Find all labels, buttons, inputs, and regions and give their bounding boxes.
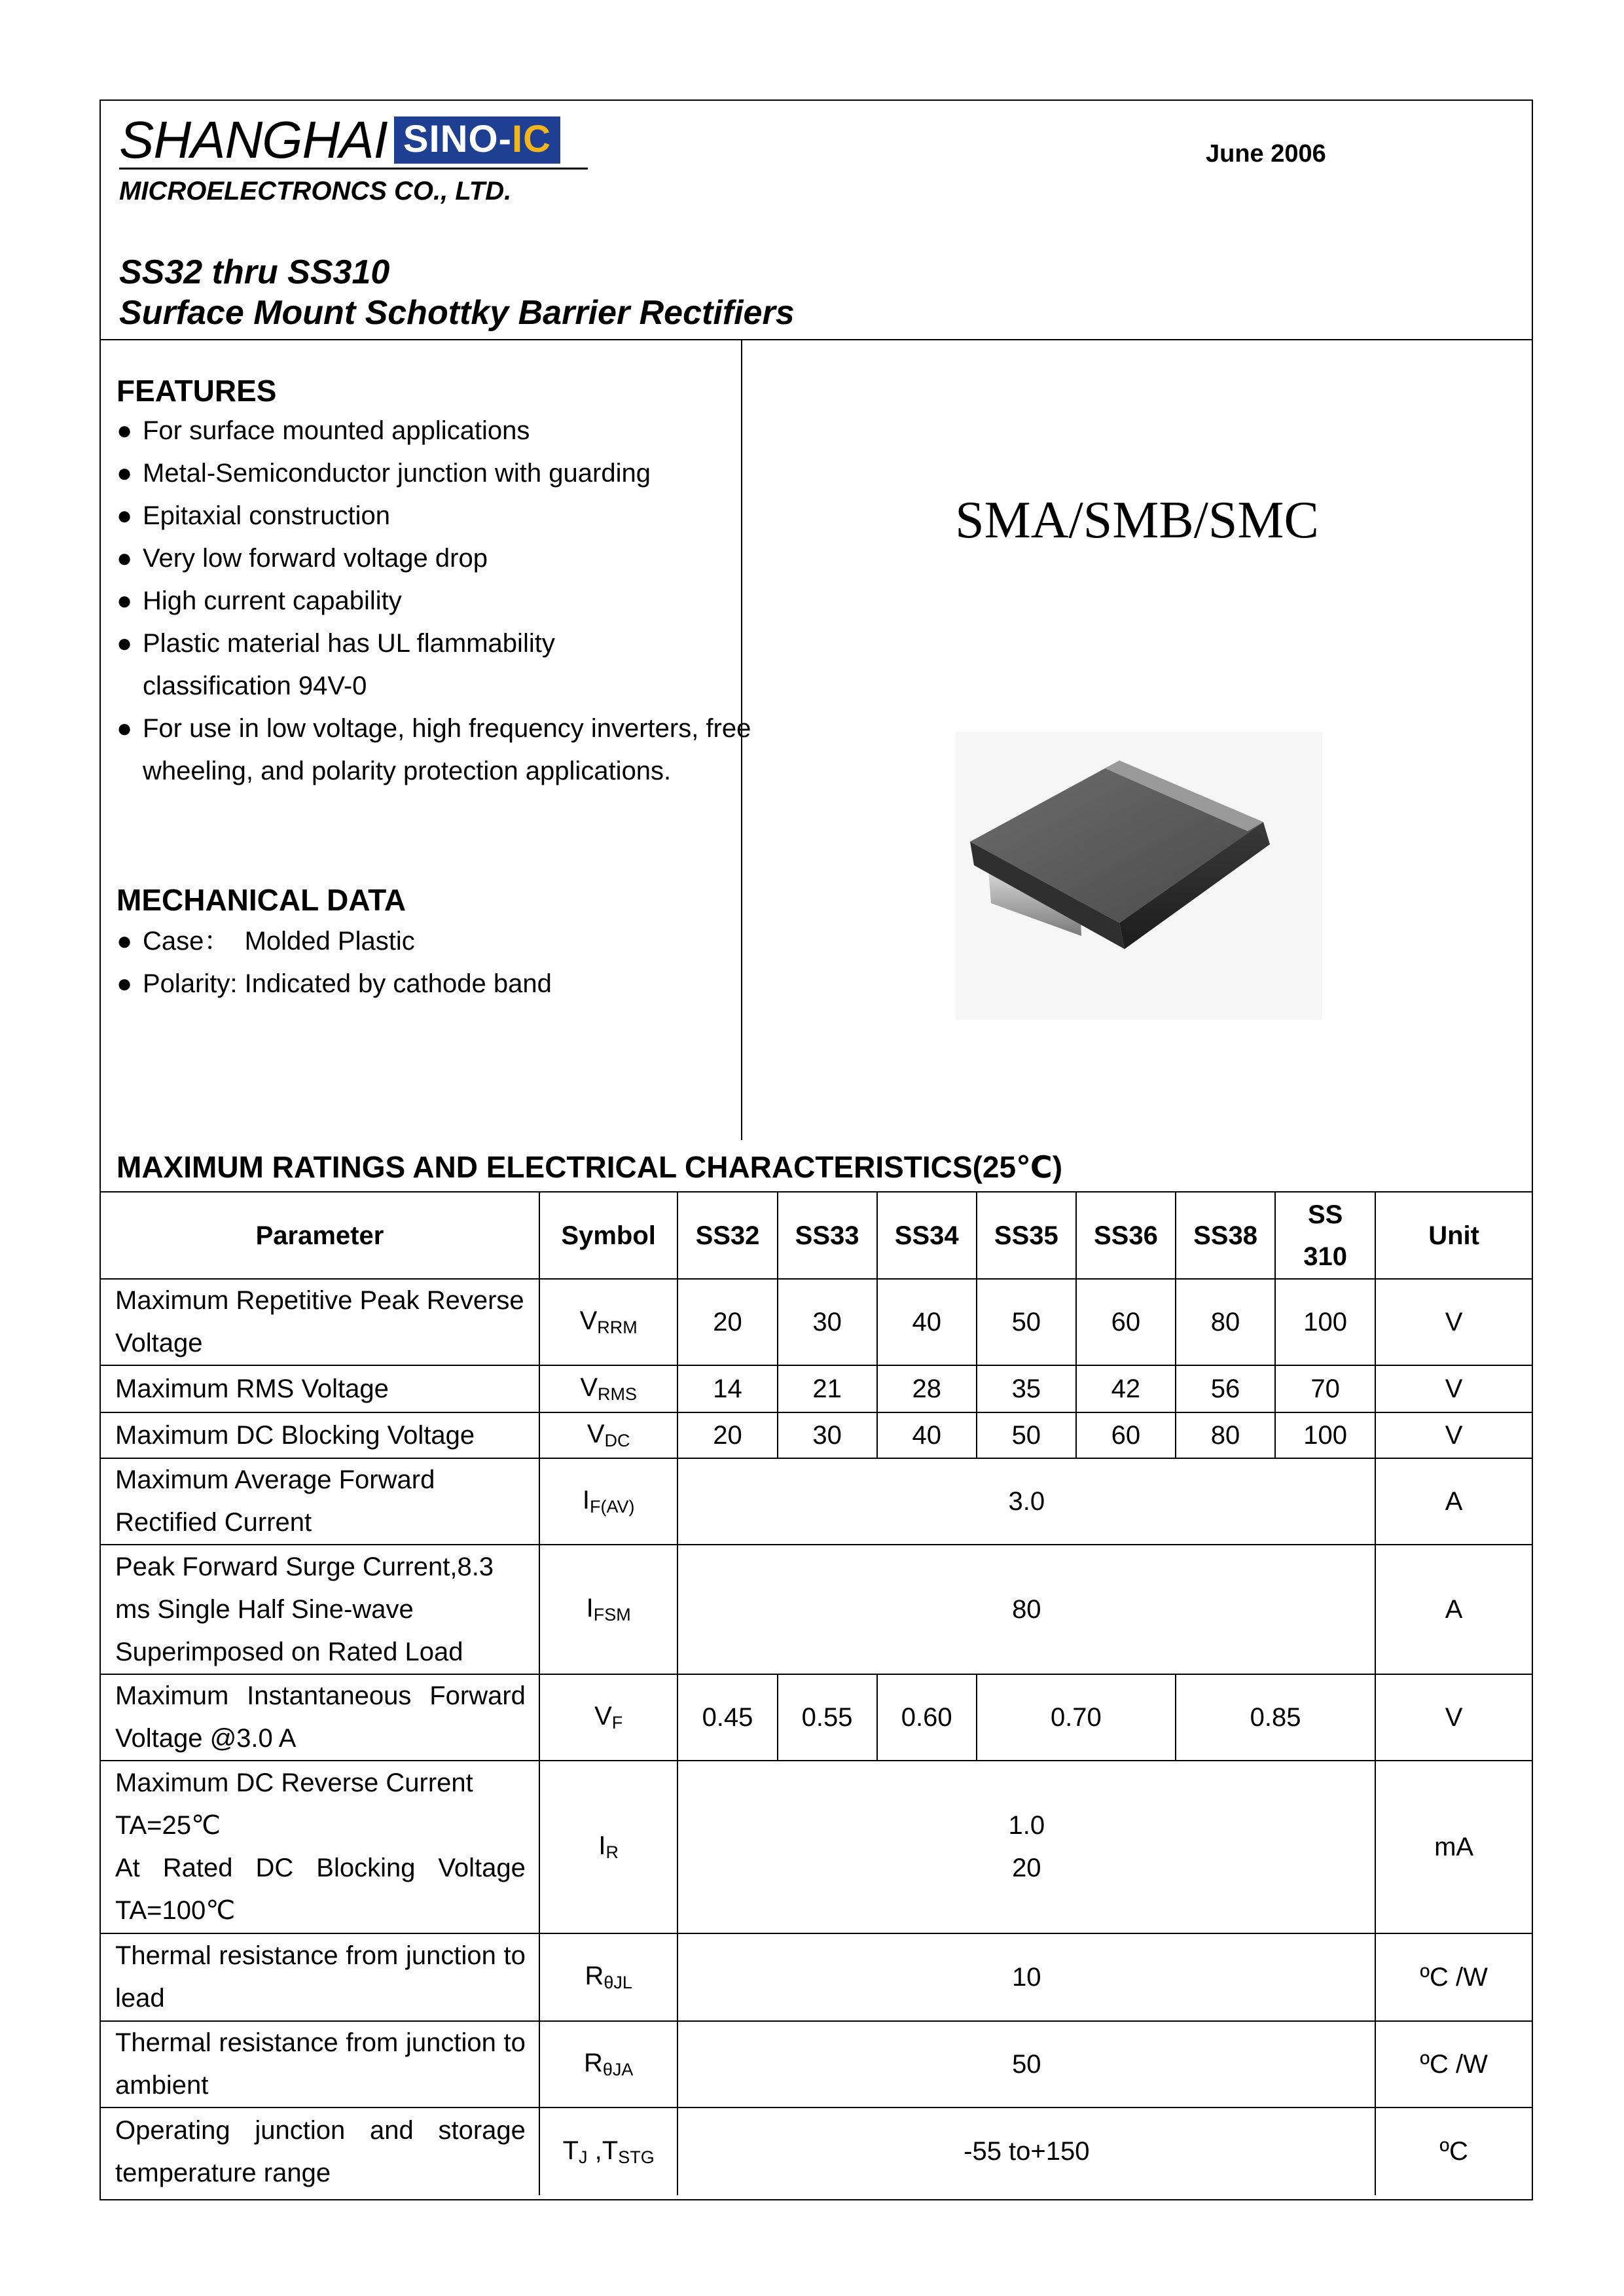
table-row: [101, 1545, 1532, 1674]
value-cell: 70: [1275, 1365, 1375, 1412]
value-cell: 28: [877, 1365, 977, 1412]
param-vdc: Maximum DC Blocking Voltage: [101, 1412, 539, 1458]
value-cell: 0.55: [778, 1674, 877, 1761]
product-title: Surface Mount Schottky Barrier Rectifiers: [119, 294, 795, 332]
symbol-vf: $V_F$: [539, 1674, 678, 1761]
unit-cell: mA: [1375, 1761, 1532, 1933]
features-list: [117, 410, 784, 793]
part-range-title: SS32 thru SS310: [119, 253, 390, 291]
ratings-section: [101, 1141, 1532, 2195]
value-cell: 30: [778, 1412, 877, 1458]
feature-item: ● Plastic material has UL flammability classification 94V-0: [117, 622, 614, 708]
value-cell: 3.0: [677, 1458, 1375, 1545]
value-cell: 42: [1076, 1365, 1176, 1412]
feature-item: ● For use in low voltage, high frequency inverters, free wheeling, and polarity protection applications.: [117, 708, 751, 793]
mechanical-item: ● Case： Molded Plastic: [117, 920, 732, 963]
value-cell: 30: [778, 1279, 877, 1365]
feature-item: ● Metal-Semiconductor junction with guarding: [117, 452, 784, 495]
param-ifsm: Peak Forward Surge Current,8.3 ms Single Half Sine-wave Superimposed on Rated Load: [101, 1545, 539, 1674]
col-ss35: SS35: [977, 1193, 1076, 1279]
symbol-rja: $R_{\theta JA}$: [539, 2021, 678, 2108]
table-row: [101, 2021, 1532, 2108]
smd-package-image: [956, 732, 1322, 1020]
table-row: [101, 1761, 1532, 1933]
unit-cell: V: [1375, 1674, 1532, 1761]
col-parameter: Parameter: [101, 1193, 539, 1279]
features-panel: [101, 339, 751, 1140]
param-vrrm: Maximum Repetitive Peak Reverse Voltage: [101, 1279, 539, 1365]
col-ss33: SS33: [778, 1193, 877, 1279]
value-cell: 60: [1076, 1279, 1176, 1365]
value-cell: 0.45: [677, 1674, 777, 1761]
value-cell: 0.70: [977, 1674, 1176, 1761]
value-cell: 50: [677, 2021, 1375, 2108]
value-cell: 56: [1176, 1365, 1275, 1412]
col-ss34: SS34: [877, 1193, 977, 1279]
value-cell: 100: [1275, 1412, 1375, 1458]
unit-cell: ºC: [1375, 2108, 1532, 2195]
col-unit: Unit: [1375, 1193, 1532, 1279]
table-row: [101, 1279, 1532, 1365]
value-cell: 40: [877, 1279, 977, 1365]
param-vf: Maximum Instantaneous Forward Voltage @3.0 A: [101, 1674, 539, 1761]
unit-cell: A: [1375, 1545, 1532, 1674]
param-temp: Operating junction and storage temperature range: [101, 2108, 539, 2195]
value-cell: 10: [677, 1933, 1375, 2021]
package-panel: [742, 339, 1532, 1140]
param-vrms: Maximum RMS Voltage: [101, 1365, 539, 1412]
feature-item: ● For surface mounted applications: [117, 410, 784, 452]
company-name: MICROELECTRONCS CO., LTD.: [119, 177, 512, 206]
mechanical-list: [117, 920, 732, 1005]
datasheet-page: [99, 99, 1533, 2200]
col-ss310: SS 310: [1275, 1193, 1375, 1279]
value-cell: 100: [1275, 1279, 1375, 1365]
unit-cell: A: [1375, 1458, 1532, 1545]
value-cell: -55 to+150: [677, 2108, 1375, 2195]
symbol-vrms: $V_{RMS}$: [539, 1365, 678, 1412]
col-symbol: Symbol: [539, 1193, 678, 1279]
unit-cell: V: [1375, 1412, 1532, 1458]
unit-cell: V: [1375, 1279, 1532, 1365]
value-cell: 20: [677, 1279, 777, 1365]
symbol-temp: $T_J$ $,T_{STG}$: [539, 2108, 678, 2195]
table-row: [101, 1412, 1532, 1458]
col-ss36: SS36: [1076, 1193, 1176, 1279]
value-cell: 50: [977, 1412, 1076, 1458]
param-rjl: Thermal resistance from junction to lead: [101, 1933, 539, 2021]
sino-ic-logo: SINO-IC: [394, 117, 560, 164]
value-cell: 35: [977, 1365, 1076, 1412]
brand: [119, 111, 560, 169]
value-cell: 1.0 20: [677, 1761, 1375, 1933]
param-rja: Thermal resistance from junction to ambient: [101, 2021, 539, 2108]
value-cell: 14: [677, 1365, 777, 1412]
value-cell: 20: [677, 1412, 777, 1458]
ratings-title: MAXIMUM RATINGS AND ELECTRICAL CHARACTERISTICS(25℃): [101, 1141, 1532, 1193]
value-cell: 50: [977, 1279, 1076, 1365]
value-cell: 80: [677, 1545, 1375, 1674]
symbol-rjl: $R_{\theta JL}$: [539, 1933, 678, 2021]
issue-date: June 2006: [1206, 140, 1326, 168]
package-name: SMA/SMB/SMC: [955, 492, 1319, 549]
param-ifav: Maximum Average Forward Rectified Current: [101, 1458, 539, 1545]
table-row: [101, 1458, 1532, 1545]
feature-item: ● Very low forward voltage drop: [117, 537, 784, 580]
value-cell: 80: [1176, 1279, 1275, 1365]
unit-cell: ºC /W: [1375, 2021, 1532, 2108]
value-cell: 40: [877, 1412, 977, 1458]
header-row: [101, 1193, 1532, 1279]
feature-item: ● Epitaxial construction: [117, 495, 784, 537]
unit-cell: ºC /W: [1375, 1933, 1532, 2021]
table-row: [101, 1365, 1532, 1412]
brand-city: SHANGHAI: [119, 111, 388, 169]
brand-underline: [119, 168, 588, 170]
value-cell: 60: [1076, 1412, 1176, 1458]
col-ss32: SS32: [677, 1193, 777, 1279]
symbol-ifsm: $I_{FSM}$: [539, 1545, 678, 1674]
value-cell: 80: [1176, 1412, 1275, 1458]
mechanical-heading: MECHANICAL DATA: [117, 883, 406, 917]
symbol-vdc: $V_{DC}$: [539, 1412, 678, 1458]
value-cell: 21: [778, 1365, 877, 1412]
symbol-vrrm: $V_{RRM}$: [539, 1279, 678, 1365]
value-cell: 0.85: [1176, 1674, 1375, 1761]
table-row: [101, 2108, 1532, 2195]
feature-item: ● High current capability: [117, 580, 784, 622]
features-heading: FEATURES: [117, 374, 277, 408]
mechanical-item: ● Polarity: Indicated by cathode band: [117, 963, 732, 1005]
col-ss38: SS38: [1176, 1193, 1275, 1279]
header: [101, 101, 1532, 340]
ratings-table: [101, 1193, 1532, 2195]
symbol-ir: $I_R$: [539, 1761, 678, 1933]
unit-cell: V: [1375, 1365, 1532, 1412]
symbol-ifav: $I_{F(AV)}$: [539, 1458, 678, 1545]
table-row: [101, 1674, 1532, 1761]
table-row: [101, 1933, 1532, 2021]
value-cell: 0.60: [877, 1674, 977, 1761]
param-ir: Maximum DC Reverse Current TA=25℃ At Rated DC Blocking Voltage TA=100℃: [101, 1761, 539, 1933]
